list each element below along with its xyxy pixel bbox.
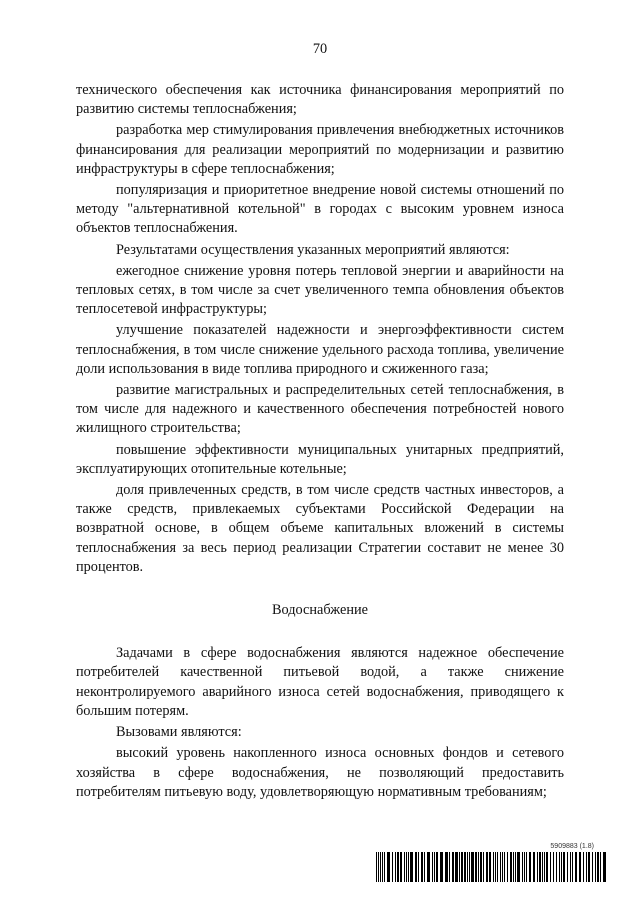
barcode-bar <box>513 852 514 882</box>
barcode-bar <box>595 852 596 882</box>
barcode-bar <box>553 852 554 882</box>
barcode-bar <box>588 852 590 882</box>
barcode-bar <box>517 852 520 882</box>
barcode-bar <box>546 852 548 882</box>
document-body <box>76 81 564 804</box>
barcode-bar <box>406 852 407 882</box>
barcode-bar <box>537 852 538 882</box>
barcode-bar <box>500 852 501 882</box>
barcode-bar <box>397 852 399 882</box>
barcode-bar <box>504 852 505 882</box>
paragraph: технического обеспечения как источника финансирования мероприятий по развитию системы теплоснабжения; <box>76 82 564 118</box>
paragraph: ежегодное снижение уровня потерь тепловой энергии и аварийности на тепловых сетях, в том числе за счет увеличенного темпа обновления объектов теплосетевой инфраструктуры; <box>76 262 564 318</box>
barcode-bar <box>378 852 379 882</box>
paragraph: Задачами в сфере водоснабжения являются надежное обеспечение потребителей качественной питьевой водой, а также снижение неконтролируемого аварийного износа сетей водоснабжения, приводящего к большим потерям. <box>76 645 564 719</box>
barcode-bar <box>575 852 577 882</box>
barcode-bar <box>515 852 516 882</box>
barcode-bar <box>421 852 423 882</box>
barcode-bar <box>502 852 503 882</box>
barcode-bar <box>461 852 463 882</box>
barcode-bar <box>404 852 405 882</box>
paragraph: разработка мер стимулирования привлечения внебюджетных источников финансирования для реализации мероприятий по модернизации и развитию инфраструктуры в сфере теплоснабжения; <box>76 122 564 177</box>
barcode-bar <box>579 852 581 882</box>
barcode-bar <box>445 852 448 882</box>
barcode-bar <box>478 852 479 882</box>
barcode-bar <box>550 852 551 882</box>
barcode-bar <box>410 852 413 882</box>
barcode-bar <box>586 852 587 882</box>
barcode-bar <box>440 852 443 882</box>
paragraph: высокий уровень накопленного износа основных фондов и сетевого хозяйства в сфере водоснабжения, не позволяющий предоставить потребителям питьевую воду, удовлетворяющую нормативным требованиям; <box>76 745 564 800</box>
barcode-bar <box>387 852 390 882</box>
barcode-bar <box>475 852 477 882</box>
barcode-bar <box>418 852 419 882</box>
barcode-bar <box>395 852 396 882</box>
paragraphs-before-heading <box>76 81 564 577</box>
barcode-bar <box>436 852 438 882</box>
barcode-bar <box>452 852 454 882</box>
barcode-bar <box>415 852 417 882</box>
barcode-bar <box>542 852 543 882</box>
barcode-bar <box>510 852 512 882</box>
barcode-bar <box>539 852 541 882</box>
barcode-bar <box>464 852 466 882</box>
barcode-bar <box>459 852 460 882</box>
barcode-bar <box>533 852 535 882</box>
paragraph: популяризация и приоритетное внедрение новой системы отношений по методу "альтернативной котельной" в городах с высоким уровнем износа объектов теплоснабжения. <box>76 182 564 237</box>
barcode-id: 5909883 (1.8) <box>550 843 594 850</box>
barcode-bar <box>449 852 450 882</box>
barcode-bar <box>561 852 562 882</box>
barcode-bar <box>563 852 565 882</box>
barcode-bar <box>382 852 383 882</box>
barcode-bar <box>583 852 584 882</box>
barcode-bar <box>467 852 468 882</box>
barcode-bar <box>529 852 531 882</box>
barcode-bar <box>455 852 458 882</box>
barcode-block <box>376 843 608 883</box>
barcode-bar <box>603 852 606 882</box>
paragraph: Вызовами являются: <box>116 724 242 741</box>
barcode-bar <box>559 852 560 882</box>
barcode-bar <box>384 852 385 882</box>
barcode-bar <box>526 852 527 882</box>
barcode-bar <box>408 852 409 882</box>
barcode-bar <box>434 852 435 882</box>
barcode-bar <box>432 852 433 882</box>
barcode-bar <box>469 852 470 882</box>
barcode-bar <box>495 852 496 882</box>
barcode-bar <box>592 852 593 882</box>
barcode-bar <box>544 852 545 882</box>
barcode-bar <box>522 852 523 882</box>
barcode-bar <box>424 852 425 882</box>
paragraph: Результатами осуществления указанных мероприятий являются: <box>116 241 510 258</box>
barcode-bar <box>483 852 484 882</box>
barcode-bar <box>570 852 571 882</box>
barcode-image <box>376 852 608 882</box>
barcode-bar <box>493 852 494 882</box>
barcode-bar <box>567 852 568 882</box>
paragraphs-after-heading <box>76 644 564 802</box>
paragraph: доля привлеченных средств, в том числе средств частных инвесторов, а также средств, привлекаемых субъектами Российской Федерации на возвратной основе, в общем объеме капитальных вложений в системы теплоснабжения за весь период реализации Стратегии составит не менее 30 процентов. <box>76 482 564 575</box>
barcode-bar <box>486 852 488 882</box>
barcode-bar <box>497 852 498 882</box>
barcode-bar <box>471 852 474 882</box>
section-heading: Водоснабжение <box>272 602 368 619</box>
paragraph: улучшение показателей надежности и энергоэффективности систем теплоснабжения, в том числе снижение удельного расхода топлива, увеличение доли использования в виде топлива природного и сжиженного газа; <box>76 322 564 377</box>
barcode-bar <box>489 852 491 882</box>
barcode-bar <box>400 852 402 882</box>
barcode-bar <box>376 852 377 882</box>
barcode-bar <box>507 852 508 882</box>
barcode-bar <box>480 852 482 882</box>
paragraph: повышение эффективности муниципальных унитарных предприятий, эксплуатирующих отопительные котельные; <box>76 441 564 477</box>
paragraph: развитие магистральных и распределительных сетей теплоснабжения, в том числе для надежного и качественного обеспечения потребностей нового жилищного строительства; <box>76 382 564 437</box>
barcode-bar <box>600 852 601 882</box>
barcode-bar <box>556 852 557 882</box>
barcode-bar <box>427 852 430 882</box>
barcode-bar <box>524 852 525 882</box>
barcode-bar <box>380 852 381 882</box>
page-number: 70 <box>312 41 328 57</box>
barcode-bar <box>597 852 599 882</box>
barcode-bar <box>572 852 573 882</box>
barcode-bar <box>392 852 393 882</box>
